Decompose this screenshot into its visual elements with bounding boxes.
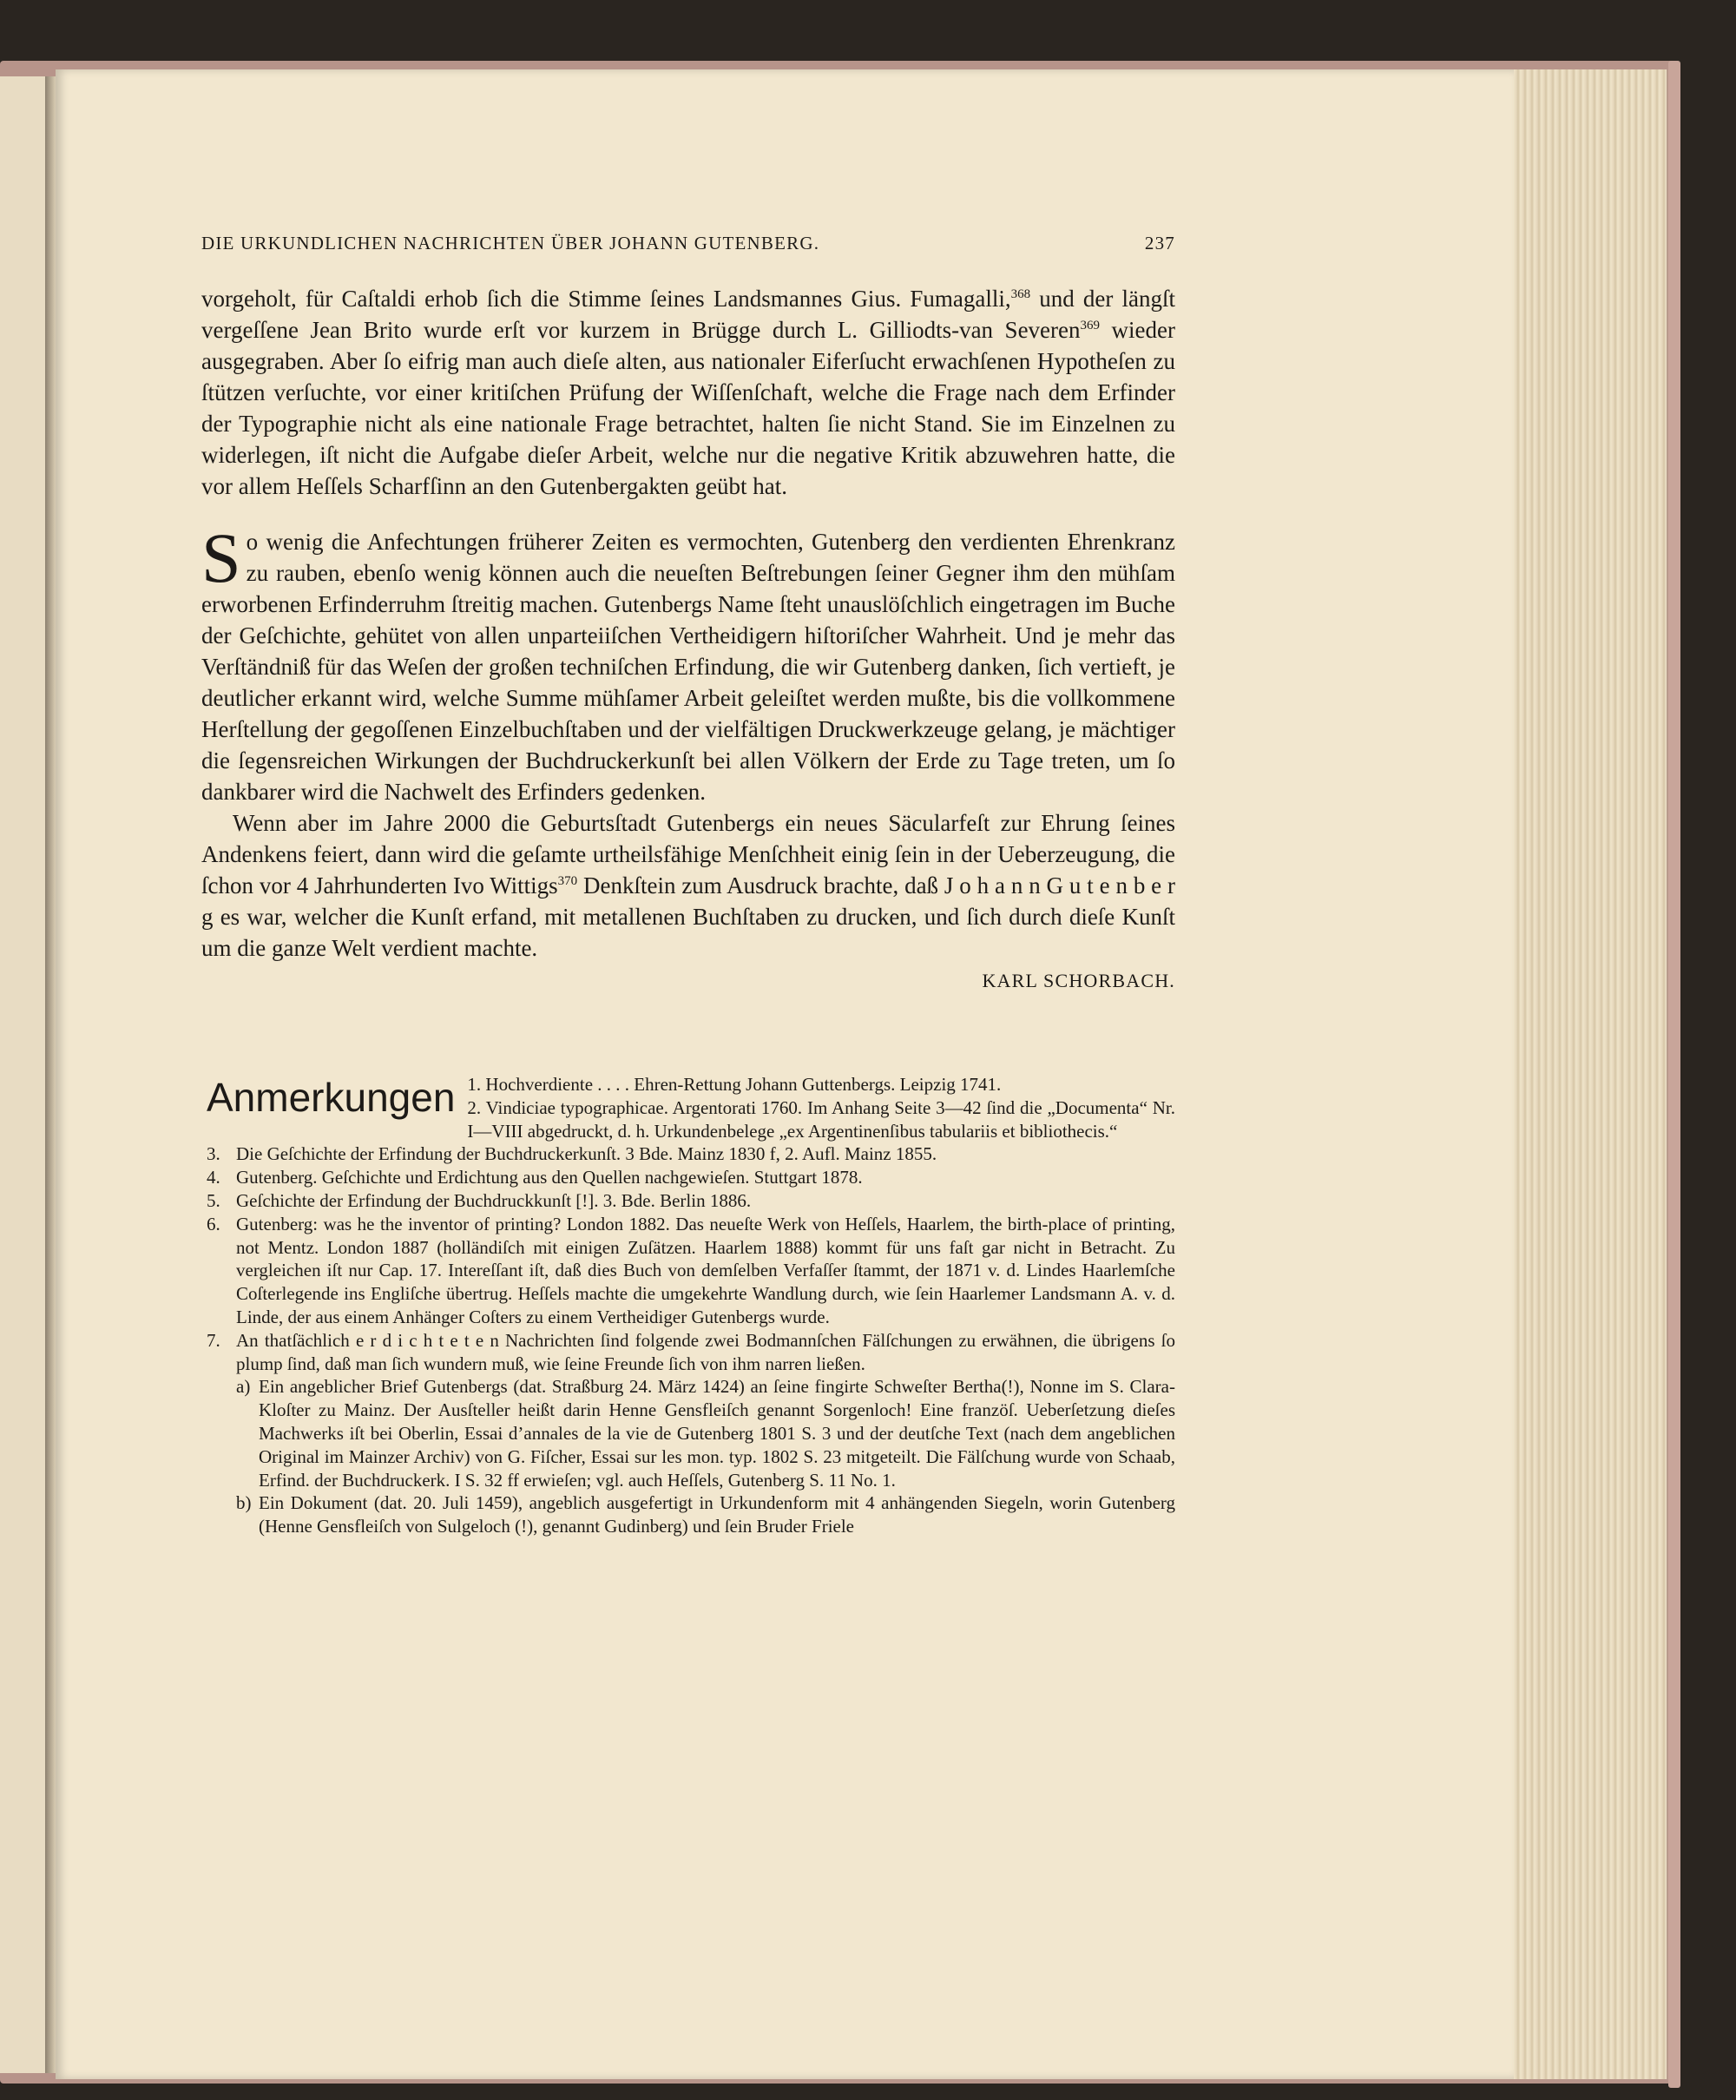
note-item <box>207 1189 1175 1213</box>
note-item-number: 6. <box>207 1213 220 1234</box>
sub-note-list <box>207 1375 1175 1538</box>
page-number: 237 <box>1144 233 1175 253</box>
note-item <box>207 1166 1175 1189</box>
note-item-number: 7. <box>207 1329 220 1351</box>
notes-section <box>207 1073 1175 1538</box>
sub-note-item <box>207 1491 1175 1538</box>
running-title: DIE URKUNDLICHEN NACHRICHTEN ÜBER JOHANN GUTENBERG. <box>201 233 820 253</box>
left-page-edge <box>0 76 45 2073</box>
page-edges <box>1514 69 1669 2079</box>
note-item <box>207 1329 1175 1376</box>
footnote-ref: 370 <box>557 874 578 888</box>
book-gutter <box>45 76 56 2073</box>
note-item-number: 5. <box>207 1189 220 1211</box>
paragraph-2: So wenig die Anfechtungen früherer Zeiten es vermochten, Gutenberg den verdienten Ehrenkranz zu rauben, ebenſo wenig können auch die neueſten Beſtrebungen ſeiner Gegner ihm den mühſam erworbenen Erfinderruhm ſtreitig machen. Gutenbergs Name ſteht unauslöſchlich eingetragen im Buche der Geſchichte, gehütet von allen unparteiiſchen Vertheidigern hiſtoriſcher Wahrheit. Und je mehr das Verſtändniß für das Weſen der großen techniſchen Erfindung, die wir Gutenberg danken, ſich vertieft, je deutlicher erkannt wird, welche Summe mühſamer Arbeit geleiſtet werden mußte, bis die vollkommene Herſtellung der gegoſſenen Einzelbuchſtaben und der vielfältigen Druckwerkzeuge gelang, je mächtiger die ſegensreichen Wirkungen der Buchdruckerkunſt bei allen Völkern der Erde zu Tage treten, um ſo dankbarer wird die Nachwelt des Erfinders gedenken. <box>201 518 1175 805</box>
paragraph-1: vorgeholt, für Caſtaldi erhob ſich die Stimme ſeines Landsmannes Gius. Fumagalli,$^{368}$ und der längſt vergeſſene Jean Brito wurde erſt vor kurzem in Brügge durch L. Gilliodts-van Severen$^{369}$ wieder ausgegraben. Aber ſo eifrig man auch dieſe alten, aus nationaler Eiferſucht erwachſenen Hypotheſen zu ſtützen verſuchte, vor einer kritiſchen Prüfung der Wiſſenſchaft, welche die Frage nach dem Erfinder der Typographie nicht als eine nationale Frage betrachtet, halten ſie nicht Stand. Sie im Einzelnen zu widerlegen, iſt nicht die Aufgabe dieſer Arbeit, welche nur die negative Kritik abzuwehren hatte, die vor allem Heſſels Scharfſinn an den Gutenbergakten geübt hat. <box>201 286 1176 499</box>
note-item-text: Gutenberg. Geſchichte und Erdichtung aus den Quellen nachgewieſen. Stuttgart 1878. <box>236 1167 863 1188</box>
note-item-text: Gutenberg: was he the inventor of printing? London 1882. Das neueſte Werk von Heſſels, Haarlem, the birth-place of printing, not Mentz. London 1887 (holländiſch mit einigen Zuſätzen. Haarlem 1888) kommt für uns faſt gar nicht in Betracht. Zu vergleichen iſt nur Cap. 17. Intereſſant iſt, daß dies Buch von demſelben Verfaſſer ſtammt, der 1871 v. d. Lindes Haarlemſche Coſterlegende ins Engliſche übertrug. Heſſels machte die umgekehrte Wandlung durch, wie ſein Haarlemer Landsmann A. v. d. Linde, der aus einem Anhänger Coſters zu einem Vertheidiger Gutenbergs wurde. <box>236 1213 1175 1327</box>
note-item-text: An thatſächlich e r d i c h t e t e n Nachrichten ſind folgende zwei Bodmannſchen Fälſchungen zu erwähnen, die übrigens ſo plump ſind, daß man ſich wundern muß, wie ſeine Freunde ſich von ihm narren ließen. <box>236 1329 1175 1374</box>
sub-note-item-text: Ein angeblicher Brief Gutenbergs (dat. Straßburg 24. März 1424) an ſeine fingirte Schweſter Bertha(!), Nonne im S. Clara-Kloſter zu Mainz. Der Ausſteller heißt darin Henne Gensfleiſch genannt Sorgenloch! Eine franzöſ. Ueberſetzung dieſes Machwerks iſt bei Oberlin, Essai d’annales de la vie de Gutenberg 1801 S. 3 und der deutſche Text (nach dem angeblichen Original im Mainzer Archiv) von G. Fiſcher, Essai sur les mon. typ. 1802 S. 23 mitgeteilt. Die Fälſchung wurde von Schaab, Erfind. der Buchdruckerk. I S. 32 ff erwieſen; vgl. auch Heſſels, Gutenberg S. 11 No. 1. <box>259 1376 1175 1491</box>
sub-note-item-number: b) <box>236 1492 252 1514</box>
body-text <box>201 283 1175 997</box>
footnote-ref: 369 <box>1080 319 1101 332</box>
note-item-number: 4. <box>207 1167 220 1188</box>
drop-cap: S <box>201 518 241 597</box>
footnote-ref: 368 <box>1010 287 1031 301</box>
sub-note-item <box>207 1375 1175 1491</box>
sub-note-item-number: a) <box>236 1376 251 1398</box>
notes-heading: Anmerkungen <box>207 1075 456 1120</box>
note-2: 2. Vindiciae typographicae. Argentorati 1760. Im Anhang Seite 3—42 ſind die „Documenta“ Nr. I—VIII abgedruckt, d. h. Urkundenbelege „ex Argentinenſibus tabulariis et bibliothecis.“ <box>467 1096 1175 1142</box>
note-item-number: 3. <box>207 1143 220 1165</box>
paragraph-3: Wenn aber im Jahre 2000 die Geburtsſtadt Gutenbergs ein neues Säcularfeſt zur Ehrung ſeines Andenkens feiert, dann wird die geſamte urtheilsfähige Menſchheit einig ſein in der Ueberzeugung, die ſchon vor 4 Jahrhunderten Ivo Wittigs$^{370}$ Denkſtein zum Ausdruck brachte, daß J o h a n n G u t e n b e r g es war, welcher die Kunſt erfand, mit metallenen Buchſtaben zu drucken, und ſich durch dieſe Kunſt um die ganze Welt verdient machte. <box>201 810 1176 961</box>
note-1: 1. Hochverdiente . . . . Ehren-Rettung Johann Guttenbergs. Leipzig 1741. <box>467 1074 1002 1095</box>
note-item <box>207 1142 1175 1166</box>
note-item-text: Geſchichte der Erfindung der Buchdruckkunſt [!]. 3. Bde. Berlin 1886. <box>236 1189 752 1211</box>
note-list <box>207 1142 1175 1375</box>
author-signature: KARL SCHORBACH. <box>982 970 1175 991</box>
note-item <box>207 1213 1175 1329</box>
note-item-text: Die Geſchichte der Erfindung der Buchdruckerkunſt. 3 Bde. Mainz 1830 f, 2. Aufl. Mainz 1855. <box>236 1143 937 1165</box>
running-header <box>201 233 1175 262</box>
sub-note-item-text: Ein Dokument (dat. 20. Juli 1459), angeblich ausgefertigt in Urkundenform mit 4 anhängenden Siegeln, worin Gutenberg (Henne Gensfleiſch von Sulgeloch (!), genannt Gudinberg) und ſein Bruder Friele <box>259 1492 1175 1537</box>
